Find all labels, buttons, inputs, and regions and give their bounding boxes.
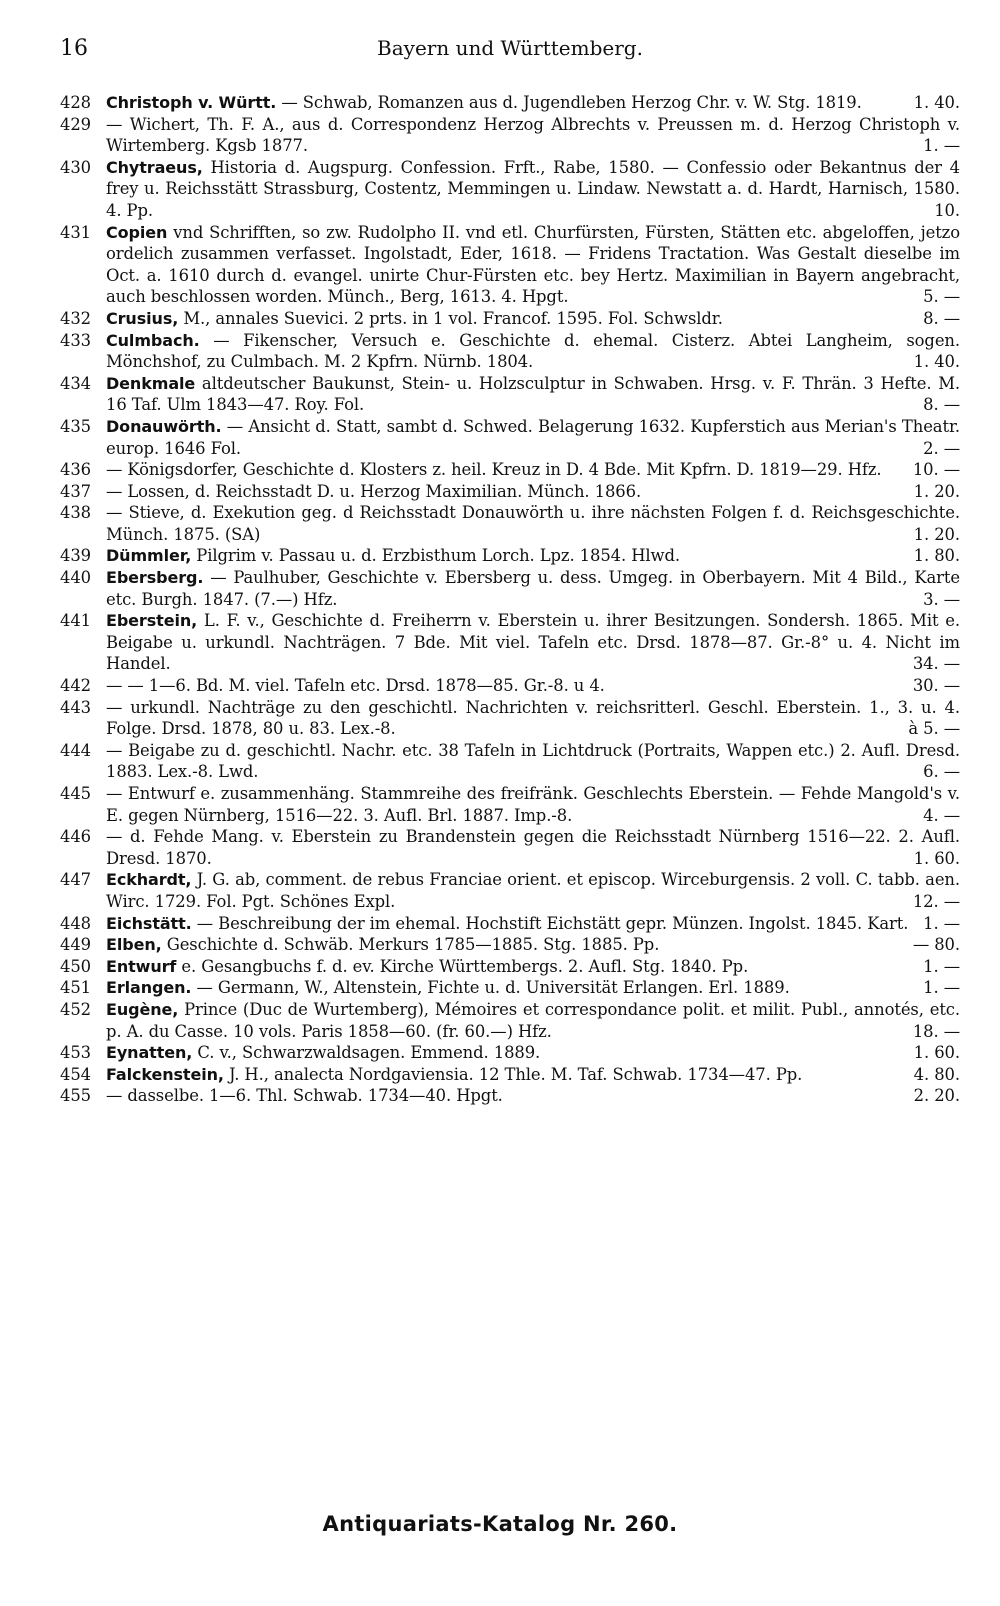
catalog-entry: [60, 459, 960, 481]
entry-body: [106, 1043, 960, 1063]
page-header: [60, 36, 960, 76]
entry-number: 432: [60, 308, 91, 328]
entry-price: 10. —: [912, 460, 960, 480]
catalog-entry: [60, 675, 960, 697]
catalog-entry: [60, 740, 960, 783]
entry-price: 12. —: [912, 891, 960, 911]
entry-price: 6. —: [923, 762, 960, 782]
entry-body: [106, 503, 960, 544]
entry-number: 445: [60, 784, 91, 803]
entry-keyword: Eugène,: [106, 999, 179, 1019]
entry-number: 428: [60, 93, 91, 112]
entry-body: [106, 956, 960, 976]
entry-body: [106, 1086, 960, 1106]
entry-price: 4. 80.: [913, 1064, 960, 1084]
entry-description: Pilgrim v. Passau u. d. Erzbisthum Lorch. Lpz. 1854. Hlwd.: [191, 546, 680, 566]
entry-description: — Wichert, Th. F. A., aus d. Correspondenz Herzog Albrechts v. Preussen m. d. Herzog Christoph v. Wirtemberg. Kgsb 1877.: [106, 114, 960, 156]
entry-description: Geschichte d. Schwäb. Merkurs 1785—1885. Stg. 1885. Pp.: [161, 935, 660, 955]
entry-body: [106, 870, 960, 911]
entry-body: [106, 417, 960, 458]
entry-price: 1. —: [923, 956, 960, 976]
entry-keyword: Christoph v. Württ.: [106, 93, 277, 112]
entry-body: [106, 611, 960, 673]
entry-body: [106, 223, 960, 307]
catalog-entry: [60, 567, 960, 610]
entry-body: [106, 698, 960, 739]
entry-description: e. Gesangbuchs f. d. ev. Kirche Württembergs. 2. Aufl. Stg. 1840. Pp.: [176, 956, 749, 976]
entry-number: 444: [60, 740, 91, 760]
entry-number: 434: [60, 373, 91, 393]
entry-description: — urkundl. Nachträge zu den geschichtl. Nachrichten v. reichsritterl. Geschl. Eberstein. 1., 3. u. 4. Folge. Drsd. 1878, 80 u. 83. Lex.-8.: [106, 697, 960, 739]
entry-keyword: Erlangen.: [106, 978, 192, 998]
entry-price: 3. —: [923, 589, 960, 609]
entry-number: 436: [60, 460, 91, 480]
entry-description: J. H., analecta Nordgaviensia. 12 Thle. M. Taf. Schwab. 1734—47. Pp.: [223, 1064, 803, 1084]
catalog-entry: [60, 545, 960, 567]
entry-description: — Germann, W., Altenstein, Fichte u. d. Universität Erlangen. Erl. 1889.: [191, 978, 790, 998]
entry-number: 440: [60, 568, 91, 588]
entry-body: [106, 827, 960, 868]
entry-price: 2. —: [923, 438, 960, 458]
entry-price: 30. —: [912, 676, 960, 696]
entry-number: 453: [60, 1043, 91, 1063]
catalog-entry: [60, 1085, 960, 1107]
entry-price: 1. 60.: [913, 1043, 960, 1063]
entry-body: [106, 676, 960, 696]
entry-price: 1. 20.: [913, 524, 960, 544]
catalog-entry: [60, 330, 960, 373]
entry-body: [106, 1064, 960, 1084]
entry-number: 439: [60, 546, 91, 566]
entry-body: [106, 978, 960, 998]
entry-price: 1. 60.: [913, 848, 960, 868]
entry-number: 431: [60, 222, 91, 242]
entry-description: — Stieve, d. Exekution geg. d Reichsstadt Donauwörth u. ihre nächsten Folgen f. d. Reichsgeschichte. Münch. 1875. (SA): [106, 503, 960, 544]
entry-price: 1. 40.: [913, 93, 960, 112]
entry-keyword: Elben,: [106, 935, 162, 955]
entry-keyword: Dümmler,: [106, 546, 192, 566]
entry-price: à 5. —: [908, 719, 960, 739]
entry-number: 441: [60, 611, 91, 631]
page-number: 16: [60, 36, 88, 61]
entry-description: — Beschreibung der im ehemal. Hochstift Eichstätt gepr. Münzen. Ingolst. 1845. Kart.: [191, 913, 909, 933]
entry-number: 443: [60, 697, 91, 717]
catalog-entry: [60, 373, 960, 416]
entry-price: 2. 20.: [913, 1086, 960, 1106]
catalog-entry: [60, 416, 960, 459]
entry-body: [106, 308, 960, 328]
entry-number: 450: [60, 956, 91, 976]
catalog-entry: [60, 826, 960, 869]
catalog-entry: [60, 308, 960, 330]
entry-description: — Entwurf e. zusammenhäng. Stammreihe des freifränk. Geschlechts Eberstein. — Fehde Mangold's v. E. gegen Nürnberg, 1516—22. 3. Aufl. Brl. 1887. Imp.-8.: [106, 784, 960, 825]
catalog-page: [60, 36, 960, 1107]
entry-body: [106, 741, 960, 782]
entry-price: 1. —: [923, 913, 960, 933]
entry-keyword: Entwurf: [106, 956, 177, 976]
entry-description: — Beigabe zu d. geschichtl. Nachr. etc. 38 Tafeln in Lichtdruck (Portraits, Wappen etc.) 2. Aufl. Dresd. 1883. Lex.-8. Lwd.: [106, 740, 960, 782]
entry-number: 447: [60, 870, 91, 890]
entry-body: [106, 935, 960, 955]
entry-description: — Paulhuber, Geschichte v. Ebersberg u. dess. Umgeg. in Oberbayern. Mit 4 Bild., Karte etc. Burgh. 1847. (7.—) Hfz.: [106, 568, 960, 609]
catalog-entry: [60, 114, 960, 157]
catalog-entry: [60, 92, 960, 114]
catalog-entry: [60, 697, 960, 740]
entry-description: — Schwab, Romanzen aus d. Jugendleben Herzog Chr. v. W. Stg. 1819.: [276, 93, 862, 112]
entry-price: 10.: [934, 200, 960, 220]
entry-number: 433: [60, 330, 91, 350]
entry-description: vnd Schrifften, so zw. Rudolpho II. vnd etl. Churfürsten, Fürsten, Stätten etc. abgeloffen, jetzo ordelich zusammen verfasset. Ingolstadt, Eder, 1618. — Fridens Tractation. Was Gestalt dieselbe im Oct. a. 1610 durch d. evangel. unirte Chur-Fürsten etc. bey Hertz. Maximilian in Bayern angebracht, auch beschlossen worden. Münch., Berg, 1613. 4. Hpgt.: [106, 222, 960, 307]
entry-description: Historia d. Augspurg. Confession. Frft., Rabe, 1580. — Confessio oder Bekantnus der 4 frey u. Reichsstätt Strassburg, Costentz, Memmingen u. Lindaw. Newstatt a. d. Hardt, Harnisch, 1580. 4. Pp.: [106, 157, 960, 220]
catalog-entry: [60, 913, 960, 935]
entry-number: 454: [60, 1064, 91, 1084]
entry-number: 430: [60, 157, 91, 177]
entry-description: — — 1—6. Bd. M. viel. Tafeln etc. Drsd. 1878—85. Gr.-8. u 4.: [106, 676, 605, 696]
catalog-entry: [60, 956, 960, 978]
entry-body: [106, 1000, 960, 1041]
entry-body: [106, 460, 960, 480]
entry-price: 34. —: [912, 654, 960, 674]
entry-price: 4. —: [923, 805, 960, 825]
entry-price: 1. —: [923, 978, 960, 998]
entry-description: — Ansicht d. Statt, sambt d. Schwed. Belagerung 1632. Kupferstich aus Merian's Theatr. europ. 1646 Fol.: [106, 416, 960, 458]
entry-number: 455: [60, 1086, 91, 1106]
entry-number: 451: [60, 978, 91, 998]
entry-keyword: Copien: [106, 222, 168, 242]
entry-number: 438: [60, 503, 91, 523]
entry-body: [106, 115, 960, 156]
entry-body: [106, 374, 960, 415]
catalog-entry: [60, 1064, 960, 1086]
entry-price: 1. —: [923, 136, 960, 156]
entry-keyword: Ebersberg.: [106, 568, 204, 588]
entry-description: — Lossen, d. Reichsstadt D. u. Herzog Maximilian. Münch. 1866.: [106, 481, 642, 501]
entry-number: 446: [60, 827, 91, 847]
catalog-entry: [60, 502, 960, 545]
entry-price: 18. —: [912, 1021, 960, 1041]
entry-keyword: Eichstätt.: [106, 913, 192, 933]
entry-body: [106, 784, 960, 825]
running-title: Bayern und Württemberg.: [377, 36, 643, 60]
entry-description: — Königsdorfer, Geschichte d. Klosters z. heil. Kreuz in D. 4 Bde. Mit Kpfrn. D. 1819—29. Hfz.: [106, 460, 882, 480]
entry-description: J. G. ab, comment. de rebus Franciae orient. et episcop. Wirceburgensis. 2 voll. C. tabb. aen. Wirc. 1729. Fol. Pgt. Schönes Expl.: [106, 870, 960, 911]
entry-price: 1. 80.: [913, 546, 960, 566]
entry-price: 1. 40.: [913, 352, 960, 372]
entry-body: [106, 93, 960, 112]
catalog-entry: [60, 222, 960, 308]
entry-price: 8. —: [923, 395, 960, 415]
entry-price: 1. 20.: [913, 481, 960, 501]
entry-price: 5. —: [923, 287, 960, 307]
entry-body: [106, 568, 960, 609]
entry-description: L. F. v., Geschichte d. Freiherrn v. Eberstein u. ihrer Besitzungen. Sondersh. 1865. Mit e. Beigabe u. urkundl. Nachträgen. 7 Bde. Mit viel. Tafeln etc. Drsd. 1878—87. Gr.-8° u. 4. Nicht im Handel.: [106, 611, 960, 674]
catalog-entry: [60, 869, 960, 912]
catalog-entry: [60, 934, 960, 956]
entry-body: [106, 913, 960, 933]
catalog-entry: [60, 783, 960, 826]
catalog-footer: Antiquariats-Katalog Nr. 260.: [322, 1512, 678, 1536]
entry-number: 429: [60, 114, 91, 134]
entry-keyword: Culmbach.: [106, 330, 200, 350]
catalog-entries: [60, 92, 960, 1107]
catalog-entry: [60, 157, 960, 222]
entry-number: 452: [60, 999, 91, 1019]
entry-description: — d. Fehde Mang. v. Eberstein zu Brandenstein gegen die Reichsstadt Nürnberg 1516—22. 2. Aufl. Dresd. 1870.: [106, 827, 960, 868]
entry-description: M., annales Suevici. 2 prts. in 1 vol. Francof. 1595. Fol. Schwsldr.: [178, 308, 723, 328]
entry-description: — Fikenscher, Versuch e. Geschichte d. ehemal. Cisterz. Abtei Langheim, sogen. Mönchshof, zu Culmbach. M. 2 Kpfrn. Nürnb. 1804.: [106, 330, 960, 372]
entry-number: 437: [60, 481, 91, 501]
entry-body: [106, 546, 960, 566]
entry-body: [106, 481, 960, 501]
entry-keyword: Eckhardt,: [106, 870, 192, 890]
entry-keyword: Chytraeus,: [106, 157, 203, 177]
entry-keyword: Donauwörth.: [106, 416, 222, 436]
catalog-entry: [60, 999, 960, 1042]
entry-body: [106, 158, 960, 220]
catalog-entry: [60, 977, 960, 999]
entry-keyword: Eberstein,: [106, 611, 198, 631]
catalog-entry: [60, 1042, 960, 1064]
entry-description: C. v., Schwarzwaldsagen. Emmend. 1889.: [192, 1043, 541, 1063]
entry-keyword: Falckenstein,: [106, 1064, 224, 1084]
entry-description: Prince (Duc de Wurtemberg), Mémoires et correspondance polit. et milit. Publ., annotés, etc. p. A. du Casse. 10 vols. Paris 1858—60. (fr. 60.—) Hfz.: [106, 999, 960, 1041]
entry-number: 449: [60, 935, 91, 955]
entry-number: 448: [60, 913, 91, 933]
entry-keyword: Denkmale: [106, 373, 196, 393]
entry-body: [106, 331, 960, 372]
entry-keyword: Crusius,: [106, 308, 179, 328]
entry-keyword: Eynatten,: [106, 1043, 193, 1063]
entry-description: — dasselbe. 1—6. Thl. Schwab. 1734—40. Hpgt.: [106, 1086, 503, 1106]
entry-number: 442: [60, 676, 91, 696]
entry-description: altdeutscher Baukunst, Stein- u. Holzsculptur in Schwaben. Hrsg. v. F. Thrän. 3 Hefte. M. 16 Taf. Ulm 1843—47. Roy. Fol.: [106, 373, 960, 415]
entry-number: 435: [60, 416, 91, 436]
catalog-entry: [60, 481, 960, 503]
entry-price: 8. —: [923, 308, 960, 328]
entry-price: — 80.: [912, 935, 960, 955]
catalog-entry: [60, 610, 960, 675]
